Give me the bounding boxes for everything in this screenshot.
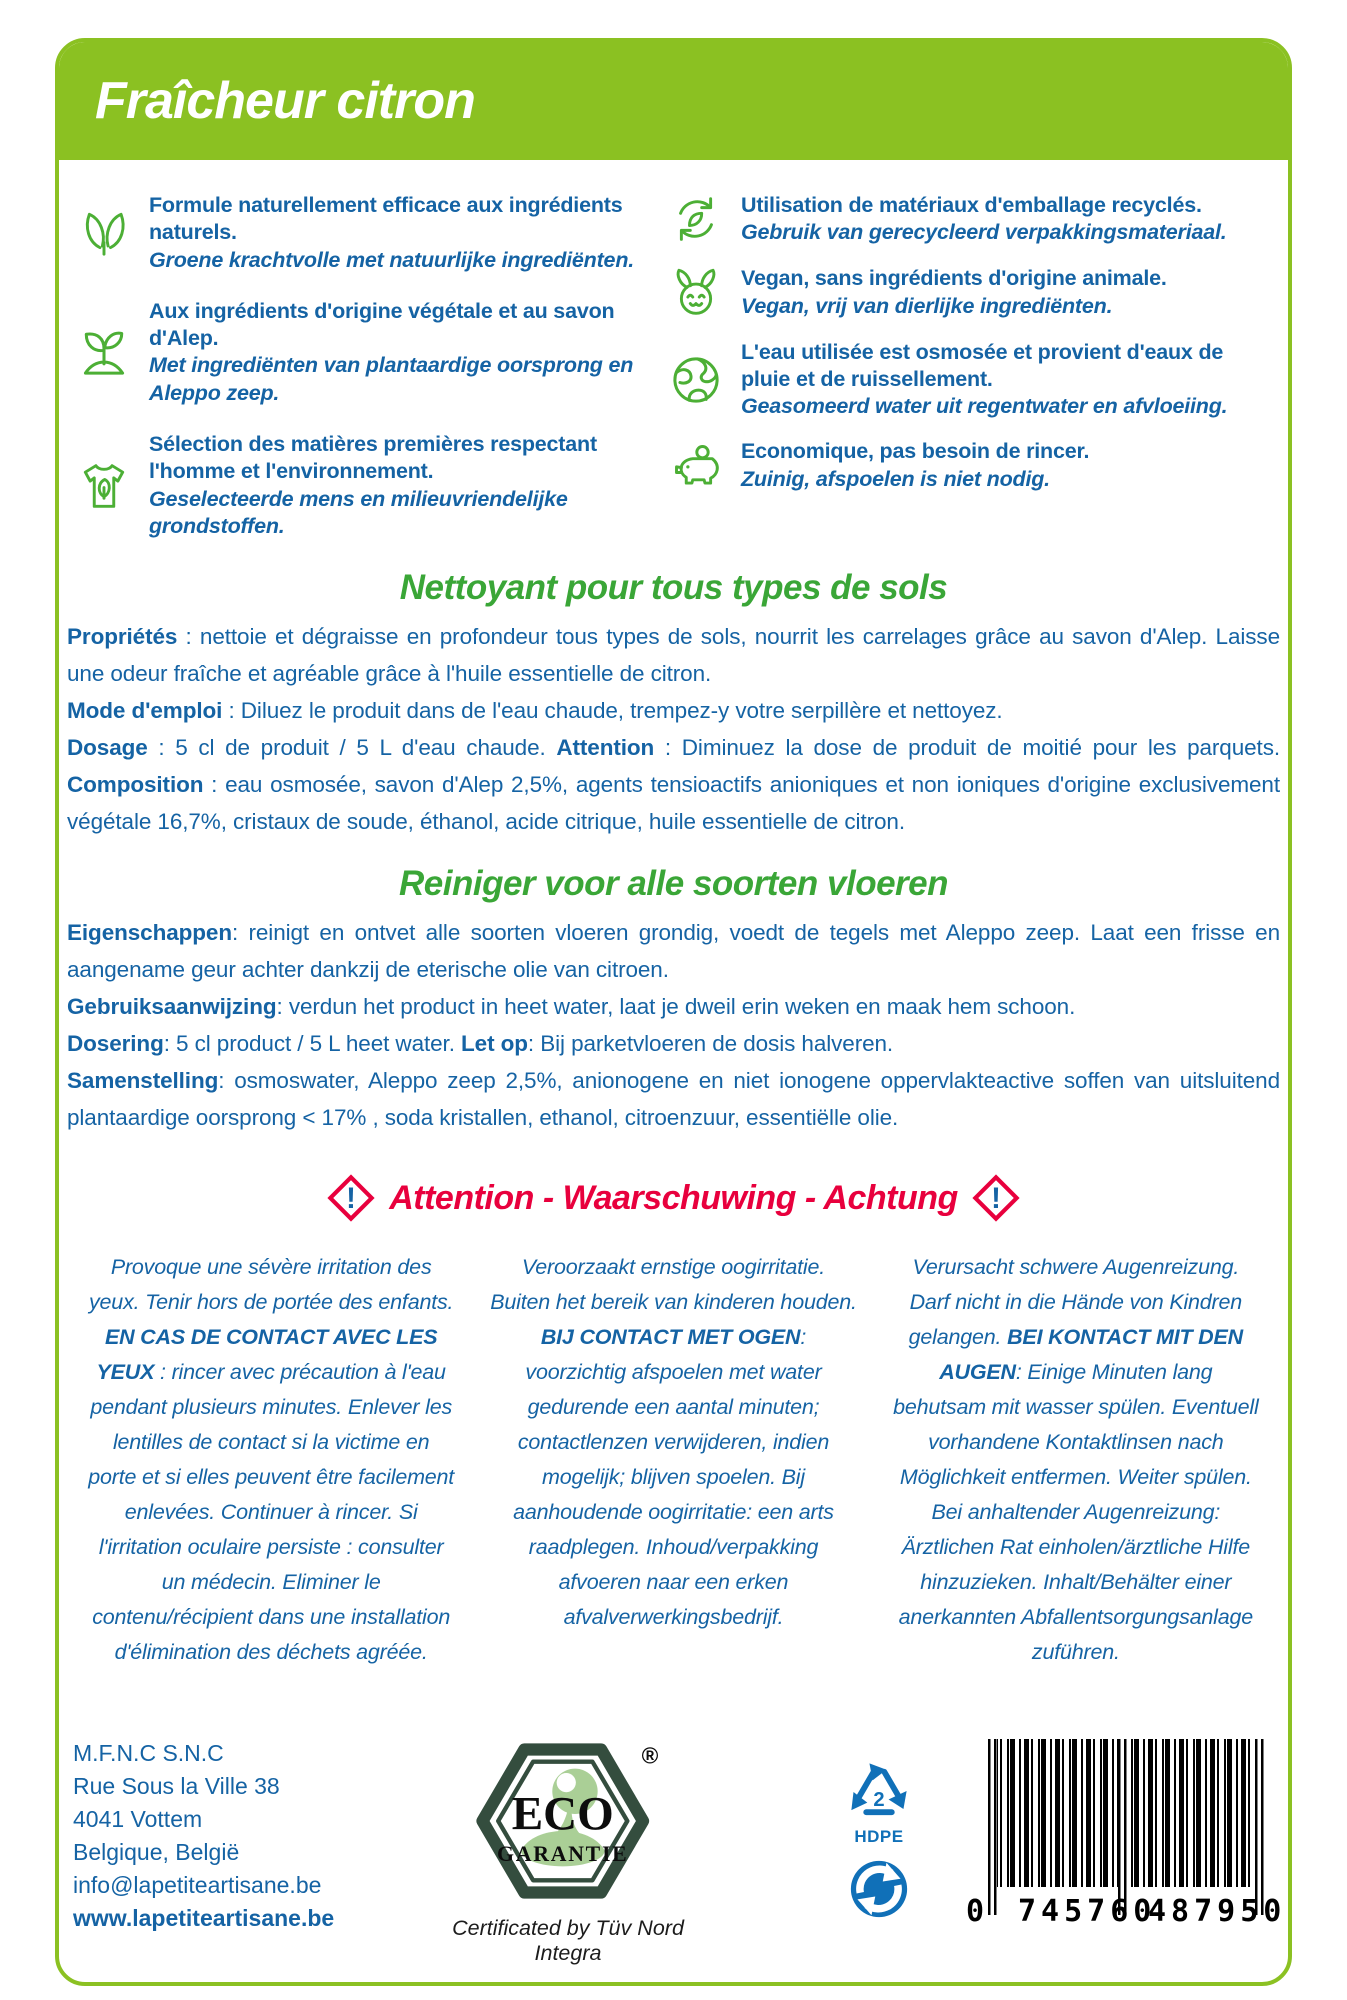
fr-paragraph-properties: Propriétés : nettoie et dégraisse en profondeur tous types de sols, nourrit les carrelages grâce au savon d'Alep. Laisse une odeur fraîche et agréable grâce à l'huile essentielle de citron.	[67, 624, 1280, 687]
barcode-group1: 745760	[1018, 1894, 1157, 1929]
features-left-column	[75, 192, 665, 540]
feature-osmosed-water	[667, 339, 1278, 421]
feature-text	[741, 265, 1167, 320]
svg-text:2: 2	[873, 1788, 885, 1811]
hdpe-label: HDPE	[854, 1827, 904, 1846]
warning-diamond-icon	[964, 1166, 1028, 1230]
feature-fr: Sélection des matières premières respectant l'homme et l'environnement.	[149, 432, 597, 484]
website-url: www.lapetiteartisane.be	[73, 1905, 335, 1931]
warning-column-fr: Provoque une sévère irritation des yeux. Tenir hors de portée des enfants. EN CAS DE CONTACT AVEC LES YEUX : rincer avec précaution à l'eau pendant plusieurs minutes. Enlever les lentilles de contact si la victime en porte et si elles peuvent être facilement enlevées. Continuer à rincer. Si l'irritation oculaire persiste : consulter un médecin. Eliminer le contenu/récipient dans une installation d'élimination des déchets agréée.	[88, 1255, 455, 1665]
footer	[59, 1737, 1288, 1966]
warning-header	[59, 1166, 1288, 1230]
svg-text:GARANTIE: GARANTIE	[497, 1842, 629, 1867]
section-title-fr: Nettoyant pour tous types de sols	[399, 568, 948, 608]
nl-paragraph-dosage: Dosering: 5 cl product / 5 L heet water. Let op: Bij parketvloeren de dosis halveren.	[67, 1031, 894, 1057]
barcode-guard	[1255, 1739, 1264, 1915]
feature-natural-formula	[75, 192, 665, 274]
barcode-lead-digit: 0	[966, 1894, 985, 1929]
feature-nl: Geselecteerde mens en milieuvriendelijke grondstoffen.	[149, 486, 568, 538]
section-dutch	[59, 864, 1288, 1136]
rabbit-icon	[667, 265, 725, 321]
feature-fr: L'eau utilisée est osmosée et provient d'eaux de pluie et de ruissellement.	[741, 339, 1224, 391]
address-line: Belgique, België	[73, 1839, 240, 1865]
svg-text:ECO: ECO	[511, 1788, 614, 1841]
sprout-icon	[75, 324, 133, 380]
recycling-icons	[836, 1737, 922, 1919]
feature-text	[149, 192, 665, 274]
feature-text	[149, 431, 665, 540]
leaf-icon	[75, 205, 133, 261]
address-line: Rue Sous la Ville 38	[73, 1773, 280, 1799]
features-section	[59, 160, 1288, 544]
eco-garantie-logo	[475, 1739, 661, 1903]
feature-fr: Economique, pas besoin de rincer.	[741, 439, 1090, 464]
barcode-group2: 487950	[1148, 1894, 1287, 1929]
tshirt-leaf-icon	[75, 459, 133, 513]
hdpe-recycling-icon	[845, 1761, 913, 1823]
feature-text	[741, 339, 1278, 421]
feature-fr: Aux ingrédients d'origine végétale et au savon d'Alep.	[149, 298, 615, 351]
feature-vegan	[667, 265, 1278, 321]
email-address: info@lapetiteartisane.be	[73, 1872, 322, 1898]
feature-nl: Vegan, vrij van dierlijke ingrediënten.	[741, 293, 1113, 318]
feature-text	[741, 192, 1227, 247]
feature-raw-materials	[75, 431, 665, 540]
nl-paragraph-composition: Samenstelling: osmoswater, Aleppo zeep 2,5%, anionogene en niet ionogene oppervlakteactive soffen van uitsluitend plantaardige oorsprong < 17% , soda kristallen, ethanol, citroenzuur, essentiëlle olie.	[67, 1068, 1280, 1131]
warning-column-nl: Veroorzaakt ernstige oogirritatie. Buiten het bereik van kinderen houden. BIJ CONTACT MET OGEN: voorzichtig afspoelen met water gedurende een aantal minuten; contactlenzen verwijderen, indien mogelijk; blijven spoelen. Bij aanhoudende oogirritatie: een arts raadplegen. Inhoud/verpakking afvoeren naar een erken afvalverwerkingsbedrijf.	[490, 1255, 857, 1630]
feature-vegetal-origin	[75, 298, 665, 407]
manufacturer-address	[73, 1737, 423, 1935]
feature-nl: Met ingrediënten van plantaardige oorsprong en Aleppo zeep.	[149, 353, 634, 405]
barcode-guard	[988, 1739, 997, 1915]
feature-recycled-packaging	[667, 192, 1278, 247]
fr-paragraph-usage: Mode d'emploi : Diluez le produit dans de l'eau chaude, trempez-y votre serpillère et nettoyez.	[67, 698, 1003, 724]
address-line: 4041 Vottem	[73, 1806, 203, 1832]
nl-paragraph-properties: Eigenschappen: reinigt en ontvet alle soorten vloeren grondig, voedt de tegels met Aleppo zeep. Laat een frisse en aangename geur achter dankzij de eterische olie van citroen.	[67, 920, 1280, 983]
fr-paragraph-dosage-composition: Dosage : 5 cl de produit / 5 L d'eau chaude. Attention : Diminuez la dose de produit de moitié pour les parquets. Composition : eau osmosée, savon d'Alep 2,5%, agents tensioactifs anioniques et non ioniques d'origine exclusivement végétale 16,7%, cristaux de soude, éthanol, acide citrique, huile essentielle de citron.	[67, 735, 1280, 835]
barcode	[966, 1737, 1287, 1929]
label-frame	[55, 38, 1292, 1986]
section-french	[59, 568, 1288, 840]
feature-nl: Groene krachtvolle met natuurlijke ingrediënten.	[149, 247, 635, 272]
warning-title: Attention - Waarschuwing - Achtung	[389, 1178, 958, 1217]
warning-diamond-icon	[319, 1166, 383, 1230]
address-line: M.F.N.C S.N.C	[73, 1740, 224, 1766]
warning-column-de: Verursacht schwere Augenreizung. Darf nicht in die Hände von Kindren gelangen. BEI KONTACT MIT DEN AUGEN: Einige Minuten lang behutsam mit wasser spülen. Eventuell vorhandene Kontaktlinsen nach Möglichkeit entfermen. Weiter spülen. Bei anhaltender Augenreizung: Ärztlichen Rat einholen/ärztliche Hilfe hinzuzieken. Inhalt/Behälter einer anerkannten Abfallentsorgungsanlage zuführen.	[893, 1255, 1259, 1665]
globe-icon	[667, 353, 725, 407]
barcode-guard	[1118, 1739, 1127, 1915]
feature-nl: Zuinig, afspoelen is niet nodig.	[741, 466, 1050, 491]
product-title: Fraîcheur citron	[95, 72, 475, 130]
feature-nl: Gebruik van gerecycleerd verpakkingsmateriaal.	[741, 220, 1227, 245]
nl-paragraph-usage: Gebruiksaanwijzing: verdun het product in heet water, laat je dweil erin weken en maak hem schoon.	[67, 994, 1076, 1020]
feature-fr: Vegan, sans ingrédients d'origine animale.	[741, 266, 1167, 291]
registered-mark: ®	[641, 1742, 659, 1769]
barcode-digits	[966, 1893, 1287, 1929]
feature-fr: Formule naturellement efficace aux ingrédients naturels.	[149, 193, 623, 245]
section-title-nl: Reiniger voor alle soorten vloeren	[399, 864, 948, 904]
svg-text:!: !	[346, 1183, 357, 1216]
feature-nl: Geasomeerd water uit regentwater en afvloeiing.	[741, 394, 1228, 419]
green-dot-icon	[849, 1859, 909, 1919]
recycle-leaf-icon	[667, 192, 725, 246]
certification-caption: Certificated by Tüv Nord Integra	[452, 1916, 684, 1965]
svg-text:!: !	[990, 1183, 1001, 1216]
features-right-column	[665, 192, 1278, 540]
feature-fr: Utilisation de matériaux d'emballage recyclés.	[741, 193, 1202, 217]
warning-columns	[59, 1250, 1288, 1670]
feature-economical	[667, 438, 1278, 493]
piggy-bank-icon	[667, 440, 725, 492]
feature-text	[149, 298, 665, 407]
eco-garantie-block	[423, 1737, 713, 1966]
header-banner	[59, 42, 1288, 160]
feature-text	[741, 438, 1089, 493]
